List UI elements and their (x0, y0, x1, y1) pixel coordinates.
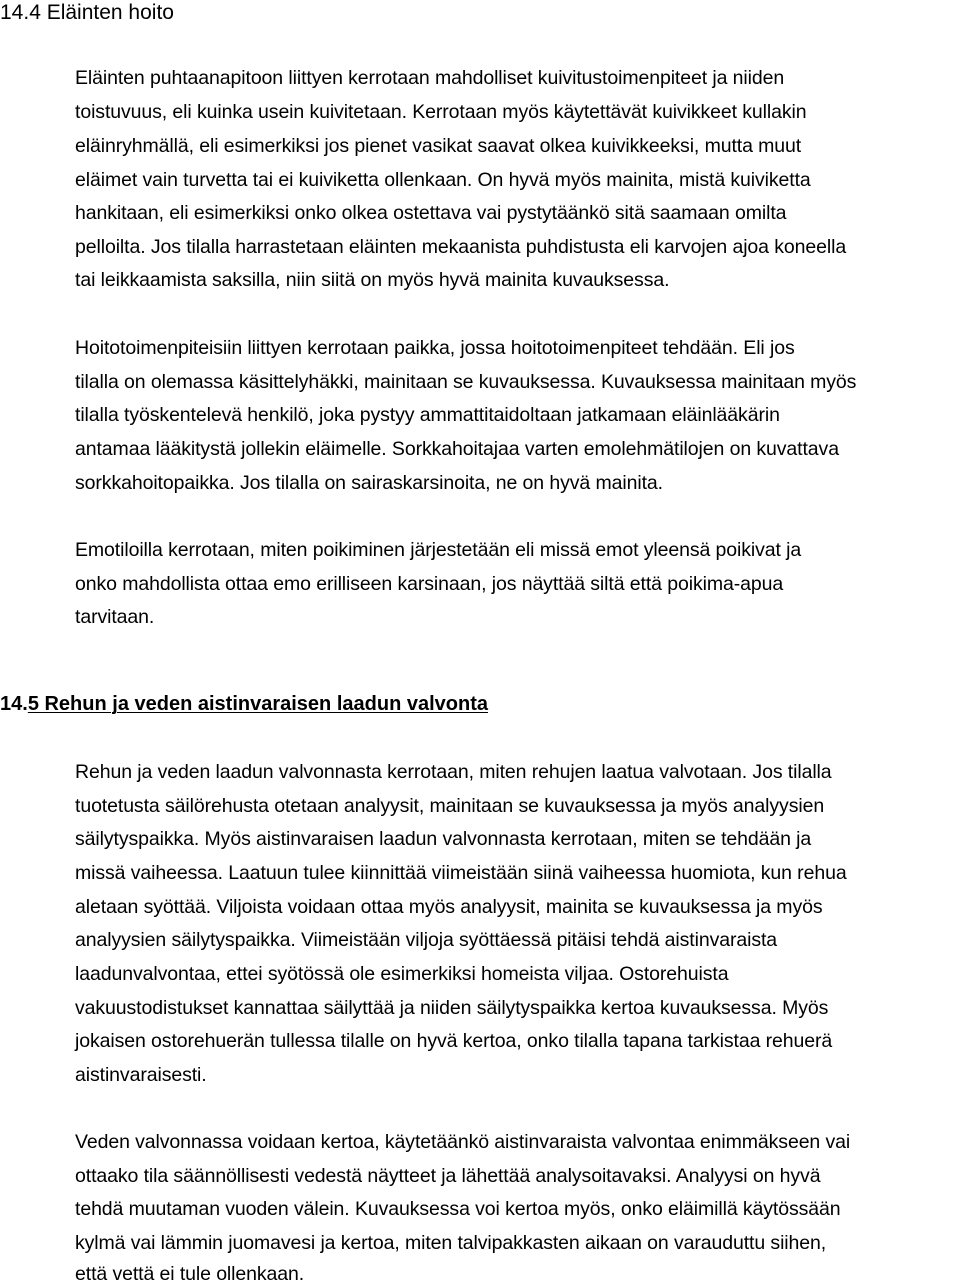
text-line: vakuustodistukset kannattaa säilyttää ja niiden säilytyspaikka kertoa kuvauksessa. Myös (75, 997, 829, 1019)
text-line: eläimet vain turvetta tai ei kuiviketta ollenkaan. On hyvä myös mainita, mistä kuiviketta (75, 169, 811, 191)
section-heading-feed-water (0, 691, 488, 717)
text-line: Veden valvonnassa voidaan kertoa, käytetäänkö aistinvaraista valvontaa enimmäkseen vai (75, 1131, 851, 1153)
text-line: tuotetusta säilörehusta otetaan analyysit, mainitaan se kuvauksessa ja myös analyysien (75, 795, 825, 817)
section-number: 14. (0, 693, 28, 715)
text-line: säilytyspaikka. Myös aistinvaraisen laadun valvonnasta kerrotaan, miten se tehdään ja (75, 828, 812, 850)
text-line: sorkkahoitopaikka. Jos tilalla on sairaskarsinoita, ne on hyvä mainita. (75, 472, 663, 494)
section-title: 5 Rehun ja veden aistinvaraisen laadun valvonta (27, 693, 488, 715)
text-line: missä vaiheessa. Laatuun tulee kiinnittää viimeistään siinä vaiheessa huomiota, kun rehua (75, 862, 847, 884)
text-line: Eläinten puhtaanapitoon liittyen kerrotaan mahdolliset kuivitustoimenpiteet ja niiden (75, 67, 785, 89)
text-line: tarvitaan. (75, 606, 155, 628)
text-line: laadunvalvontaa, ettei syötössä ole esimerkiksi homeista viljaa. Ostorehuista (75, 963, 729, 985)
text-line: että vettä ei tule ollenkaan. (75, 1263, 305, 1285)
text-line: pelloilta. Jos tilalla harrastetaan eläinten mekaanista puhdistusta eli karvojen ajoa koneella (75, 236, 847, 258)
text-line: tilalla on olemassa käsittelyhäkki, mainitaan se kuvauksessa. Kuvauksessa mainitaan myös (75, 371, 857, 393)
text-line: eläinryhmällä, eli esimerkiksi jos pienet vasikat saavat olkea kuivikkeeksi, mutta muut (75, 135, 802, 157)
text-line: ottaako tila säännöllisesti vedestä näytteet ja lähettää analysoitavaksi. Analyysi on hyvä (75, 1165, 821, 1187)
text-line: Emotiloilla kerrotaan, miten poikiminen järjestetään eli missä emot yleensä poikivat ja (75, 539, 802, 561)
text-line: aletaan syöttää. Viljoista voidaan ottaa myös analyysit, mainita se kuvauksessa ja myös (75, 896, 823, 918)
text-line: tai leikkaamista saksilla, niin siitä on myös hyvä mainita kuvauksessa. (75, 269, 670, 291)
text-line: Hoitotoimenpiteisiin liittyen kerrotaan paikka, jossa hoitotoimenpiteet tehdään. Eli jos (75, 337, 795, 359)
text-line: antamaa lääkitystä jollekin eläimelle. Sorkkahoitajaa varten emolehmätilojen on kuvattava (75, 438, 839, 460)
text-line: tehdä muutaman vuoden välein. Kuvauksessa voi kertoa myös, onko eläimillä käytössään (75, 1198, 841, 1220)
text-line: Rehun ja veden laadun valvonnasta kerrotaan, miten rehujen laatua valvotaan. Jos tilalla (75, 761, 832, 783)
text-line: kylmä vai lämmin juomavesi ja kertoa, miten talvipakkasten aikaan on varauduttu siihen, (75, 1232, 827, 1254)
text-line: toistuvuus, eli kuinka usein kuivitetaan. Kerrotaan myös käytettävät kuivikkeet kullakin (75, 101, 807, 123)
section-heading-animal-care: 14.4 Eläinten hoito (0, 1, 174, 24)
text-line: tilalla työskentelevä henkilö, joka pystyy ammattitaidoltaan jatkamaan eläinlääkärin (75, 404, 780, 426)
text-line: jokaisen ostorehuerän tullessa tilalle on hyvä kertoa, onko tilalla tapana tarkistaa rehuerä (75, 1030, 833, 1052)
text-line: analyysien säilytyspaikka. Viimeistään viljoja syöttäessä pitäisi tehdä aistinvaraista (75, 929, 778, 951)
text-line: aistinvaraisesti. (75, 1064, 207, 1086)
text-line: hankitaan, eli esimerkiksi onko olkea ostettava vai pystytäänkö sitä saamaan omilta (75, 202, 787, 224)
text-line: onko mahdollista ottaa emo erilliseen karsinaan, jos näyttää siltä että poikima-apua (75, 573, 784, 595)
